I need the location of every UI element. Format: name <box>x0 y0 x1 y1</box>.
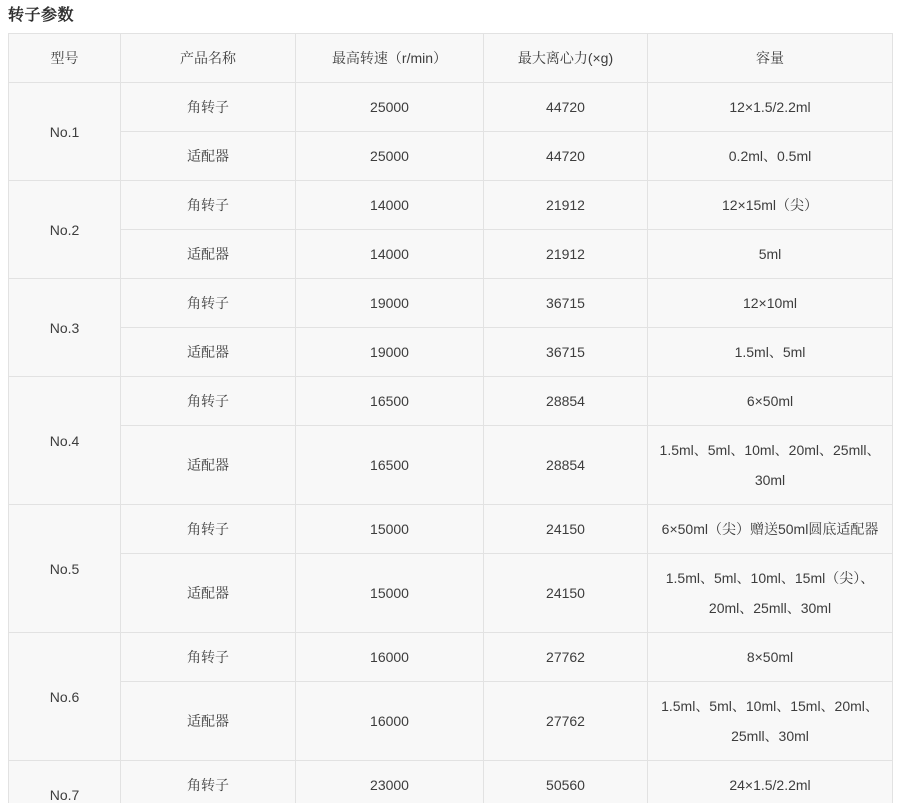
speed-cell: 16000 <box>296 682 484 761</box>
capacity-cell: 1.5ml、5ml、10ml、15ml（尖）、20ml、25mll、30ml <box>648 554 893 633</box>
model-cell: No.1 <box>9 83 121 181</box>
model-cell: No.5 <box>9 505 121 633</box>
product-cell: 角转子 <box>121 181 296 230</box>
capacity-cell: 6×50ml <box>648 377 893 426</box>
capacity-cell: 12×1.5/2.2ml <box>648 83 893 132</box>
table-row <box>9 132 893 181</box>
capacity-cell: 1.5ml、5ml、10ml、15ml、20ml、25mll、30ml <box>648 682 893 761</box>
table-row <box>9 505 893 554</box>
speed-cell: 19000 <box>296 328 484 377</box>
capacity-cell: 24×1.5/2.2ml <box>648 761 893 803</box>
capacity-cell: 8×50ml <box>648 633 893 682</box>
capacity-cell: 6×50ml（尖）赠送50ml圆底适配器 <box>648 505 893 554</box>
model-cell: No.3 <box>9 279 121 377</box>
column-header-capacity: 容量 <box>648 34 893 83</box>
model-cell: No.7 <box>9 761 121 803</box>
product-cell: 适配器 <box>121 682 296 761</box>
speed-cell: 25000 <box>296 83 484 132</box>
force-cell: 36715 <box>484 328 648 377</box>
table-row <box>9 83 893 132</box>
column-header-model: 型号 <box>9 34 121 83</box>
table-row <box>9 279 893 328</box>
speed-cell: 16500 <box>296 426 484 505</box>
product-cell: 角转子 <box>121 633 296 682</box>
speed-cell: 14000 <box>296 181 484 230</box>
table-row <box>9 181 893 230</box>
product-cell: 适配器 <box>121 230 296 279</box>
capacity-cell: 12×15ml（尖） <box>648 181 893 230</box>
page-title: 转子参数 <box>8 7 75 24</box>
table-row <box>9 761 893 803</box>
speed-cell: 15000 <box>296 554 484 633</box>
column-header-speed: 最高转速（r/min） <box>296 34 484 83</box>
capacity-cell: 1.5ml、5ml、10ml、20ml、25mll、30ml <box>648 426 893 505</box>
column-header-product: 产品名称 <box>121 34 296 83</box>
product-cell: 适配器 <box>121 554 296 633</box>
product-cell: 适配器 <box>121 132 296 181</box>
rotor-spec-table <box>8 33 893 803</box>
force-cell: 44720 <box>484 83 648 132</box>
product-cell: 角转子 <box>121 377 296 426</box>
speed-cell: 19000 <box>296 279 484 328</box>
force-cell: 21912 <box>484 181 648 230</box>
force-cell: 24150 <box>484 554 648 633</box>
table-row <box>9 328 893 377</box>
force-cell: 27762 <box>484 633 648 682</box>
header-row <box>9 34 893 83</box>
speed-cell: 15000 <box>296 505 484 554</box>
capacity-cell: 12×10ml <box>648 279 893 328</box>
speed-cell: 16500 <box>296 377 484 426</box>
product-cell: 适配器 <box>121 328 296 377</box>
product-cell: 角转子 <box>121 83 296 132</box>
model-cell: No.2 <box>9 181 121 279</box>
speed-cell: 14000 <box>296 230 484 279</box>
force-cell: 36715 <box>484 279 648 328</box>
force-cell: 28854 <box>484 426 648 505</box>
force-cell: 24150 <box>484 505 648 554</box>
capacity-cell: 5ml <box>648 230 893 279</box>
product-cell: 适配器 <box>121 426 296 505</box>
force-cell: 50560 <box>484 761 648 803</box>
speed-cell: 25000 <box>296 132 484 181</box>
table-row <box>9 633 893 682</box>
model-cell: No.4 <box>9 377 121 505</box>
product-cell: 角转子 <box>121 761 296 803</box>
force-cell: 21912 <box>484 230 648 279</box>
table-row <box>9 377 893 426</box>
table-row <box>9 426 893 505</box>
table-row <box>9 230 893 279</box>
model-cell: No.6 <box>9 633 121 761</box>
speed-cell: 16000 <box>296 633 484 682</box>
product-cell: 角转子 <box>121 505 296 554</box>
table-row <box>9 554 893 633</box>
force-cell: 28854 <box>484 377 648 426</box>
capacity-cell: 0.2ml、0.5ml <box>648 132 893 181</box>
table-row <box>9 682 893 761</box>
force-cell: 27762 <box>484 682 648 761</box>
product-cell: 角转子 <box>121 279 296 328</box>
capacity-cell: 1.5ml、5ml <box>648 328 893 377</box>
column-header-force: 最大离心力(×g) <box>484 34 648 83</box>
speed-cell: 23000 <box>296 761 484 803</box>
force-cell: 44720 <box>484 132 648 181</box>
